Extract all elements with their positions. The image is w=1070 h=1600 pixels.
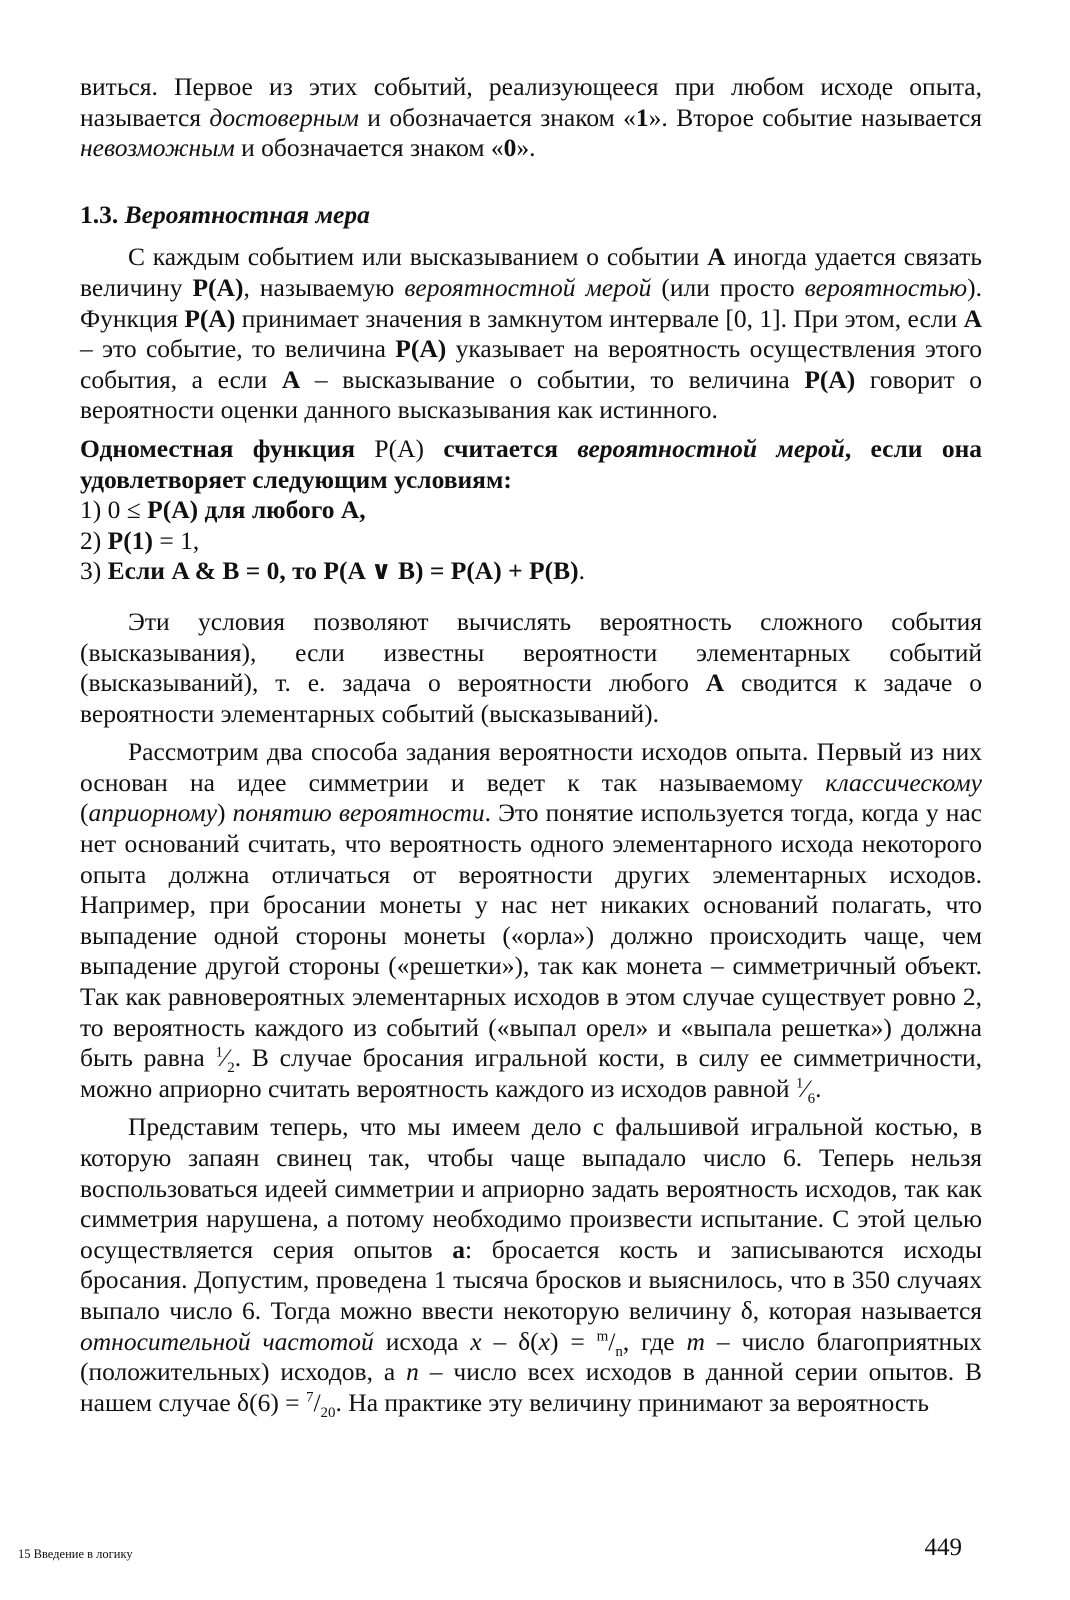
signature-mark: 15 Введение в логику (18, 1547, 133, 1561)
condition-1: 1) 0 ≤ P(A) для любого A, (80, 495, 366, 525)
condition-3: 3) Если A & B = 0, то P(A ∨ B) = P(A) + P(B). (80, 556, 585, 586)
definition-block: Одноместная функция P(A) считается вероятностной мерой, если она удовлетворяет следующим условиям: 1) 0 ≤ P(A) для любого A, 2) P(1) = 1, 3) Если A & B = 0, то P(A ∨ B) = P(A) + P(B). (80, 433, 983, 586)
page-footer (18, 1534, 962, 1562)
paragraph-conditions: Эти условия позволяют вычислять вероятность сложного события (высказывания), если известны вероятности элементарных событий (высказываний), т. е. задача о вероятности любого A сводится к задаче о вероятности элементарных событий (высказываний). (80, 606, 982, 728)
condition-2: 2) P(1) = 1, (80, 525, 200, 555)
intro-paragraph: виться. Первое из этих событий, реализующееся при любом исходе опыта, называется достоверным и обозначается знаком «1». Второе событие называется невозможным и обозначается знаком «0». (80, 72, 982, 163)
section-heading: 1.3. Вероятностная мера (80, 199, 370, 229)
page-body (80, 72, 982, 1426)
page-number: 449 (924, 1534, 962, 1561)
paragraph-classical-probability: Рассмотрим два способа задания вероятности исходов опыта. Первый из них основан на идее симметрии и ведет к так называемому классическому (априорному) понятию вероятности. Это понятие используется тогда, когда у нас нет оснований считать, что вероятность одного элементарного исхода некоторого опыта должна отличаться от вероятности других элементарных исходов. Например, при бросании монеты у нас нет никаких оснований полагать, что выпадение одной стороны монеты («орла») должно происходить чаще, чем выпадение другой стороны («решетки»), так как монета – симметричный объект. Так как равновероятных элементарных исходов в этом случае существует ровно 2, то вероятность каждого из событий («выпал орел» и «выпала решетка») должна быть равна $^1⁄_2$. В случае бросания игральной кости, в силу ее симметричности, можно априорно считать вероятность каждого из исходов равной $^1⁄_6$. (80, 737, 983, 1107)
paragraph-probability-measure: С каждым событием или высказыванием о событии A иногда удается связать величину P(A), называемую вероятностной мерой (или просто вероятностью). Функция P(A) принимает значения в замкнутом интервале [0, 1]. При этом, если A – это событие, то величина P(A) указывает на вероятность осуществления этого события, а если A – высказывание о событии, то величина P(A) говорит о вероятности оценки данного высказывания как истинного. (80, 242, 983, 425)
paragraph-relative-frequency: Представим теперь, что мы имеем дело с фальшивой игральной костью, в которую запаян свинец так, чтобы чаще выпадало число 6. Теперь нельзя воспользоваться идеей симметрии и априорно задать вероятность исходов, так как симметрия нарушена, а потому необходимо произвести испытание. С этой целью осуществляется серия опытов a: бросается кость и записываются исходы бросания. Допустим, проведена 1 тысяча бросков и выяснилось, что в 350 случаях выпало число 6. Тогда можно ввести некоторую величину δ, которая называется относительной частотой исхода $x - \delta(x) = ^m/_n$, где m – число благоприятных (положительных) исходов, а n – число всех исходов в данной серии опытов. В нашем случае $\delta(6) = ^7/_{20}$. На практике эту величину принимают за вероятность (80, 1112, 983, 1421)
